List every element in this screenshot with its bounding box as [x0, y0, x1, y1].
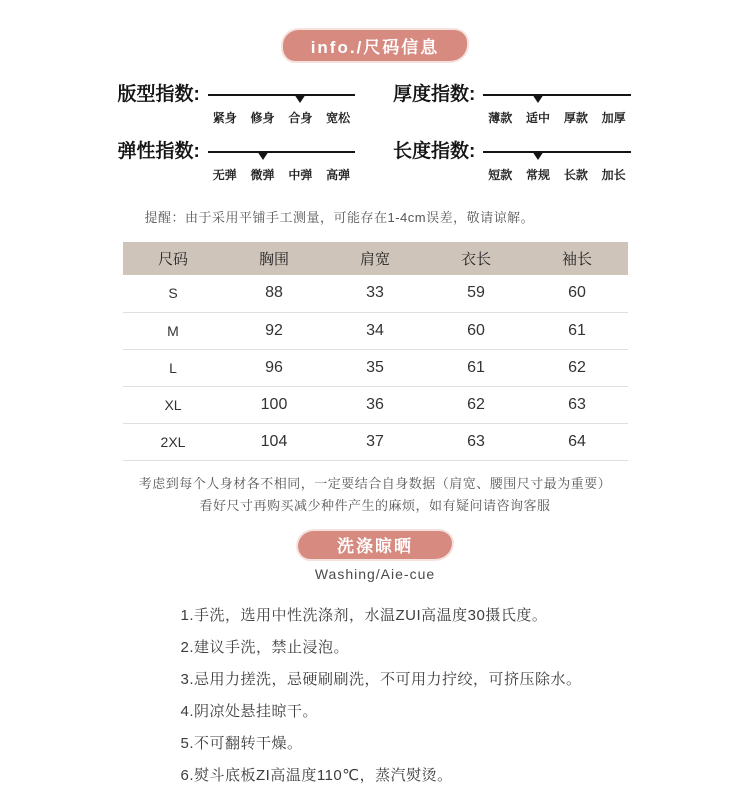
info-banner	[283, 30, 467, 61]
arrow-down-icon	[294, 94, 306, 103]
bust-cell: 88	[224, 275, 325, 312]
washing-banner-title: 洗涤晾晒	[337, 537, 413, 556]
length-cell: 61	[426, 349, 527, 386]
washing-instruction-item: 4.阴凉处悬挂晾干。	[180, 702, 319, 720]
size-table	[123, 242, 628, 461]
option-label: 中弹	[288, 168, 313, 182]
sleeve-cell: 61	[527, 312, 628, 349]
option-label: 厚款	[563, 111, 588, 125]
option-label: 无弹	[212, 168, 237, 182]
column-header: 肩宽	[325, 242, 426, 275]
table-row	[123, 275, 628, 312]
length-index-scale	[481, 140, 632, 183]
shoulder-cell: 37	[325, 423, 426, 460]
option-label: 长款	[563, 168, 588, 182]
shoulder-cell: 34	[325, 312, 426, 349]
column-header: 胸围	[224, 242, 325, 275]
bust-cell: 100	[224, 386, 325, 423]
fit-index-options	[206, 109, 357, 126]
size-cell: M	[123, 312, 224, 349]
sleeve-cell: 63	[527, 386, 628, 423]
washing-instruction-item: 1.手洗，选用中性洗涤剂，水温ZUI高温度30摄氏度。	[180, 606, 548, 624]
size-cell: L	[123, 349, 224, 386]
shoulder-cell: 36	[325, 386, 426, 423]
size-table-header-row	[123, 242, 628, 275]
table-row	[123, 349, 628, 386]
info-banner-title: info./尺码信息	[310, 38, 440, 57]
shoulder-cell: 35	[325, 349, 426, 386]
option-label: 加长	[601, 168, 626, 182]
column-header: 尺码	[123, 242, 224, 275]
option-label: 微弹	[250, 168, 275, 182]
option-label: 常规	[526, 168, 551, 182]
length-index-label: 长度指数:	[393, 141, 476, 162]
length-index-options	[481, 166, 632, 183]
thickness-index	[393, 83, 633, 126]
advice-note-line: 看好尺寸再购买减少种件产生的麻烦，如有疑问请咨询客服	[199, 497, 551, 513]
thickness-index-label: 厚度指数:	[393, 84, 476, 105]
elasticity-index-options	[206, 166, 357, 183]
length-cell: 63	[426, 423, 527, 460]
option-label: 合身	[288, 111, 313, 125]
thickness-index-options	[481, 109, 632, 126]
length-cell: 59	[426, 275, 527, 312]
bust-cell: 96	[224, 349, 325, 386]
bust-cell: 92	[224, 312, 325, 349]
bust-cell: 104	[224, 423, 325, 460]
column-header: 衣长	[426, 242, 527, 275]
scale-line	[208, 151, 355, 153]
option-label: 宽松	[326, 111, 351, 125]
elasticity-index-label: 弹性指数:	[117, 141, 200, 162]
arrow-down-icon	[257, 151, 269, 160]
table-row	[123, 312, 628, 349]
size-info-page	[0, 30, 750, 784]
option-label: 修身	[250, 111, 275, 125]
length-cell: 60	[426, 312, 527, 349]
length-cell: 62	[426, 386, 527, 423]
washing-instruction-item: 3.忌用力搓洗，忌硬刷刷洗，不可用力拧绞，可挤压除水。	[180, 670, 582, 688]
washing-banner-subtitle: Washing/Aie-cue	[314, 565, 436, 582]
option-label: 薄款	[488, 111, 513, 125]
sleeve-cell: 60	[527, 275, 628, 312]
advice-notes	[0, 473, 750, 517]
arrow-down-icon	[532, 151, 544, 160]
option-label: 适中	[526, 111, 551, 125]
length-index	[393, 140, 633, 183]
size-cell: 2XL	[123, 423, 224, 460]
thickness-index-scale	[481, 83, 632, 126]
option-label: 高弹	[326, 168, 351, 182]
elasticity-index-scale	[206, 140, 357, 183]
table-row	[123, 423, 628, 460]
washing-instruction-item: 5.不可翻转干燥。	[180, 734, 303, 752]
shoulder-cell: 33	[325, 275, 426, 312]
option-label: 紧身	[212, 111, 237, 125]
fit-index-scale	[206, 83, 357, 126]
size-cell: XL	[123, 386, 224, 423]
washing-instruction-list	[123, 604, 628, 785]
index-section	[118, 83, 633, 183]
washing-instruction-item: 2.建议手洗，禁止浸泡。	[180, 638, 350, 656]
sleeve-cell: 64	[527, 423, 628, 460]
washing-instruction-item: 6.熨斗底板ZI高温度110℃，蒸汽熨烫。	[180, 766, 453, 784]
option-label: 加厚	[601, 111, 626, 125]
arrow-down-icon	[532, 94, 544, 103]
fit-index	[118, 83, 358, 126]
advice-note-line: 考虑到每个人身材各不相同，一定要结合自身数据（肩宽、腰围尺寸最为重要）	[138, 475, 612, 491]
option-label: 短款	[488, 168, 513, 182]
scale-line	[483, 94, 630, 96]
elasticity-index	[118, 140, 358, 183]
column-header: 袖长	[527, 242, 628, 275]
sleeve-cell: 62	[527, 349, 628, 386]
scale-line	[208, 94, 355, 96]
fit-index-label: 版型指数:	[117, 84, 200, 105]
table-row	[123, 386, 628, 423]
size-cell: S	[123, 275, 224, 312]
measurement-reminder: 提醒：由于采用平铺手工测量，可能存在1-4cm误差，敬请谅解。	[144, 210, 535, 225]
washing-banner	[298, 531, 452, 559]
scale-line	[483, 151, 630, 153]
